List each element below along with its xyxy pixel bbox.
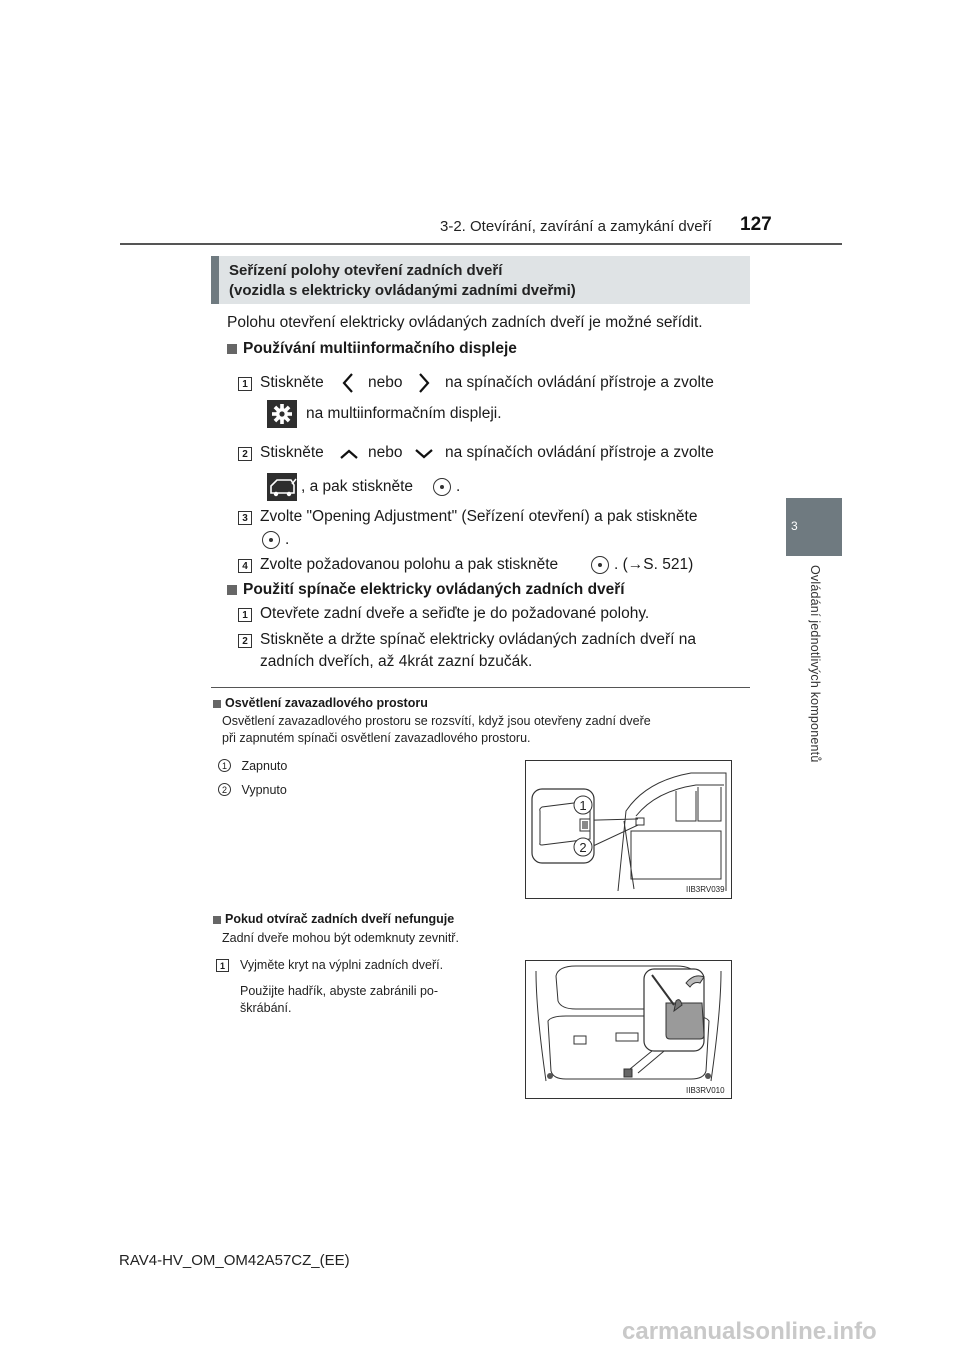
note1-item1-text: Zapnuto — [241, 759, 288, 773]
settings-gear-icon — [267, 400, 297, 428]
bullet-square-icon — [213, 916, 221, 924]
note1-heading — [213, 696, 428, 710]
intro-text: Polohu otevření elektricky ovládaných zadních dveří je možné seřídit. — [227, 314, 703, 331]
watermark: carmanualsonline.info — [622, 1318, 877, 1345]
step2-text-c: , a pak stiskněte — [301, 478, 414, 495]
note1-item1 — [218, 757, 287, 775]
car-rear-door-icon — [267, 473, 297, 501]
chapter-number: 3 — [791, 519, 798, 533]
step1-text-b: na spínačích ovládání přístroje a zvolte — [445, 374, 714, 391]
step4-text-b: . (→S. 521) — [614, 556, 694, 573]
step-number: 1 — [238, 377, 252, 391]
step1-or: nebo — [368, 374, 403, 391]
illustration-code: IIB3RV039 — [686, 885, 725, 894]
note2-step1-note-line1: Použijte hadřík, abyste zabránili po- — [240, 984, 439, 998]
step1-text-c: na multiinformačním displeji. — [306, 405, 502, 422]
note1-item2 — [218, 781, 287, 799]
step2-text-d: . — [456, 478, 461, 495]
note1-item2-text: Vypnuto — [241, 783, 287, 797]
bullet-square-icon — [227, 344, 237, 354]
note2-step1-note-line2: škrábání. — [240, 1001, 292, 1015]
note2-heading-text: Pokud otvírač zadních dveří nefunguje — [225, 912, 455, 926]
chevron-left-icon — [341, 372, 355, 399]
note1-text-line1: Osvětlení zavazadlového prostoru se rozsvítí, když jsou otevřeny zadní dveře — [222, 714, 651, 728]
step-number: 1 — [216, 959, 229, 972]
header-section-title: 3-2. Otevírání, zavírání a zamykání dveří — [440, 218, 712, 235]
step2-text-b: na spínačích ovládání přístroje a zvolte — [445, 444, 714, 461]
step3-text-b: . — [285, 531, 290, 548]
page-number: 127 — [740, 214, 772, 235]
document-code: RAV4-HV_OM_OM42A57CZ_(EE) — [119, 1252, 350, 1269]
note1-text-line2: při zapnutém spínači osvětlení zavazadlového prostoru. — [222, 731, 531, 745]
step-number: 4 — [238, 559, 252, 573]
ok-button-icon — [591, 556, 609, 574]
step-number: 2 — [238, 634, 252, 648]
chevron-up-icon — [339, 447, 359, 465]
chevron-down-icon — [414, 447, 434, 465]
section1-heading — [227, 340, 517, 358]
section-title-box — [211, 256, 750, 304]
note1-heading-text: Osvětlení zavazadlového prostoru — [225, 696, 428, 710]
section2-step2-line1: Stiskněte a držte spínač elektricky ovládaných zadních dveří na — [260, 631, 696, 648]
bullet-square-icon — [213, 700, 221, 708]
step-number: 2 — [238, 447, 252, 461]
ok-button-icon — [433, 478, 451, 496]
note2-text: Zadní dveře mohou být odemknuty zevnitř. — [222, 931, 459, 945]
bullet-square-icon — [227, 585, 237, 595]
step-number: 1 — [238, 608, 252, 622]
step-number: 3 — [238, 511, 252, 525]
section2-heading — [227, 581, 625, 599]
section2-heading-text: Použití spínače elektricky ovládaných zadních dveří — [243, 581, 625, 598]
step4-text-a: Zvolte požadovanou polohu a pak stiskněte — [260, 556, 559, 573]
header-divider — [120, 243, 842, 245]
chevron-right-icon — [417, 372, 431, 399]
door-trim-cover-illustration — [525, 960, 732, 1099]
section1-heading-text: Používání multiinformačního displeje — [243, 340, 517, 357]
svg-text:2: 2 — [579, 840, 587, 855]
cargo-light-illustration — [525, 760, 732, 899]
step3-text-a: Zvolte "Opening Adjustment" (Seřízení otevření) a pak stiskněte — [260, 508, 698, 525]
ok-button-icon — [262, 531, 280, 549]
step2-or: nebo — [368, 444, 403, 461]
illustration-code: IIB3RV010 — [686, 1086, 725, 1095]
note2-step1: Vyjměte kryt na výplni zadních dveří. — [240, 958, 444, 972]
step2-text-a: Stiskněte — [260, 444, 324, 461]
circled-number: 1 — [218, 759, 231, 772]
circled-number: 2 — [218, 783, 231, 796]
section-title-line1: Seřízení polohy otevření zadních dveří — [229, 262, 503, 279]
section-divider — [211, 687, 750, 688]
svg-text:1: 1 — [579, 798, 587, 813]
section-title-line2: (vozidla s elektricky ovládanými zadními dveřmi) — [229, 282, 576, 299]
chapter-title: Ovládání jednotlivých komponentů — [808, 565, 822, 763]
step1-text-a: Stiskněte — [260, 374, 324, 391]
section2-step1: Otevřete zadní dveře a seřiďte je do požadované polohy. — [260, 605, 650, 622]
note2-heading — [213, 912, 454, 926]
section2-step2-line2: zadních dveřích, až 4krát zazní bzučák. — [260, 653, 533, 670]
